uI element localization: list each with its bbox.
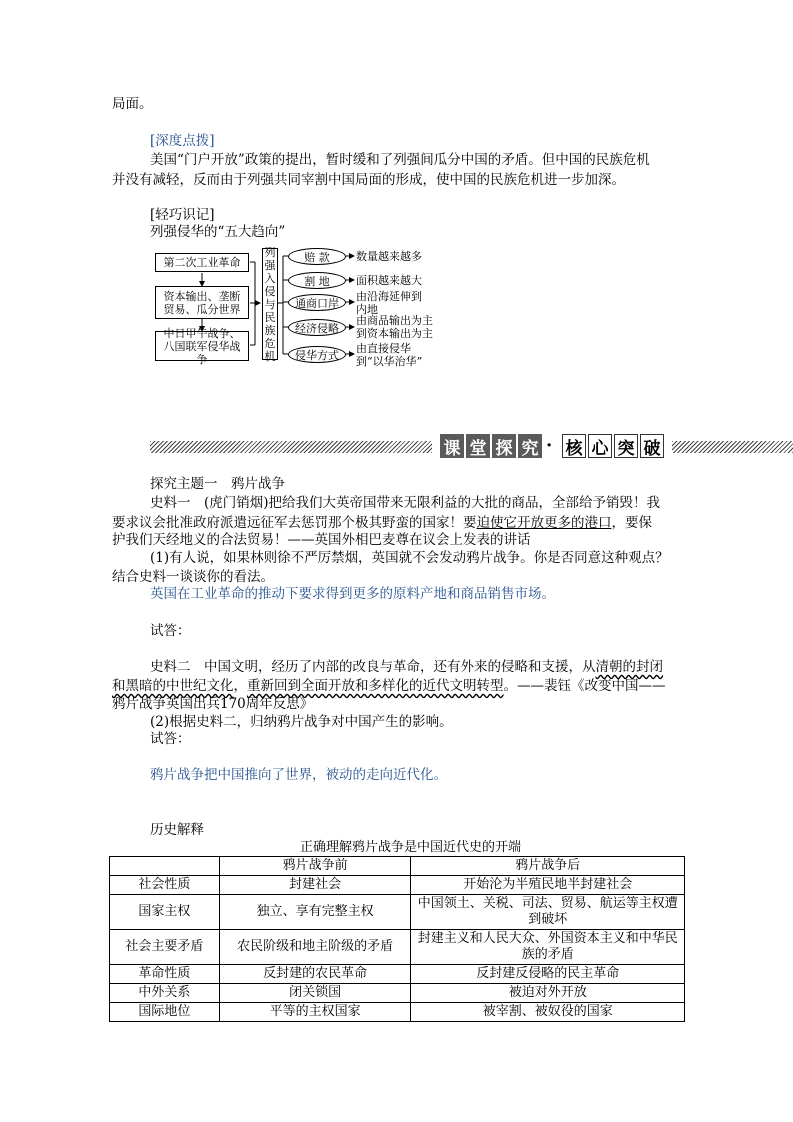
insight-line-1: 美国“门户开放”政策的提出，暂时缓和了列强间瓜分中国的矛盾。但中国的民族危机 [150, 152, 650, 168]
diagram-box-wars: 中日甲午战争、八国联军侵华战争 [155, 331, 249, 361]
diagram-box-capital-export: 资本输出、垄断贸易、瓜分世界 [155, 286, 249, 319]
continued-text: 局面。 [112, 96, 153, 112]
table-row [110, 876, 685, 895]
table-cell: 社会性质 [110, 876, 220, 895]
diagram-desc-indemnity: 数量越来越多 [356, 250, 422, 263]
banner-hatch-left [150, 441, 432, 453]
diagram-desc-territory: 面积越来越大 [356, 274, 422, 287]
table-row [110, 965, 685, 984]
diagram-box-industrial-revolution: 第二次工业革命 [155, 253, 249, 272]
diagram-center-label: 列强入侵与民族危机 [262, 248, 278, 360]
topic-title: 探究主题一 鸦片战争 [150, 476, 285, 492]
source1-line-2: 要求议会批准政府派遣远征军去惩罚那个极其野蛮的国家！要迫使它开放更多的港口，要保 [112, 515, 652, 531]
table-cell: 反封建反侵略的民主革命 [411, 965, 685, 984]
table-header-cell: 鸦片战争前 [219, 857, 411, 876]
table-cell: 社会主要矛盾 [110, 930, 220, 965]
try-answer-2: 试答： [150, 731, 191, 747]
answer1: 英国在工业革命的推动下要求得到更多的原料产地和商品销售市场。 [150, 586, 555, 602]
diagram-pill-ports: 通商口岸 [288, 294, 346, 311]
table-cell: 封建社会 [219, 876, 411, 895]
table-cell: 中外关系 [110, 984, 220, 1003]
table-cell: 被宰割、被奴役的国家 [411, 1003, 685, 1022]
answer2: 鸦片战争把中国推向了世界，被动的走向近代化。 [150, 767, 447, 783]
table-cell: 反封建的农民革命 [219, 965, 411, 984]
table-title: 正确理解鸦片战争是中国近代史的开端 [300, 840, 522, 855]
diagram-pill-territory: 割 地 [288, 272, 346, 289]
source2-line-3: 鸦片战争英国出兵170周年反思》 [112, 696, 314, 712]
try-answer-1: 试答： [150, 623, 191, 639]
memory-label: [轻巧识记] [150, 207, 215, 223]
table-cell: 中国领土、关税、司法、贸易、航运等主权遭到破坏 [411, 895, 685, 930]
diagram-pill-indemnity: 赔 款 [288, 248, 346, 265]
banner-char: 突 [614, 434, 638, 458]
diagram-pill-economic: 经济侵略 [288, 319, 346, 336]
table-cell: 国际地位 [110, 1003, 220, 1022]
table-row [110, 930, 685, 965]
banner-char: 堂 [466, 434, 490, 458]
table-row [110, 984, 685, 1003]
question2: (2)根据史料二，归纳鸦片战争对中国产生的影响。 [150, 714, 453, 730]
banner-char: 核 [562, 434, 586, 458]
table-header-cell [110, 857, 220, 876]
source2-line-2: 和黑暗的中世纪文化，重新回到全面开放和多样化的近代文明转型。——裴钰《改变中国—— [112, 678, 666, 694]
diagram-desc-economic: 由商品输出为主到资本输出为主 [356, 314, 433, 340]
table-header-cell: 鸦片战争后 [411, 857, 685, 876]
banner-char: 究 [518, 434, 542, 458]
memory-subtitle: 列强侵华的“五大趋向” [150, 224, 286, 240]
banner-hatch-right [672, 441, 793, 453]
source1-line-1: 史料一 (虎门销烟)把给我们大英帝国带来无限利益的大批的商品，全部给予销毁！我 [150, 495, 661, 511]
table-cell: 革命性质 [110, 965, 220, 984]
table-row [110, 895, 685, 930]
table-row [110, 1003, 685, 1022]
table-cell: 被迫对外开放 [411, 984, 685, 1003]
diagram-desc-method: 由直接侵华到“以华治华” [356, 342, 423, 368]
table-cell: 独立、享有完整主权 [219, 895, 411, 930]
banner-char: 课 [440, 434, 464, 458]
banner-dot: · [546, 435, 553, 456]
table-cell: 农民阶级和地主阶级的矛盾 [219, 930, 411, 965]
source2-line-1: 史料二 中国文明，经历了内部的改良与革命，还有外来的侵略和支援，从清朝的封闭 [150, 659, 663, 675]
comparison-table [109, 856, 685, 1022]
insight-label: [深度点拨] [150, 133, 215, 149]
table-cell: 封建主义和人民大众、外国资本主义和中华民族的矛盾 [411, 930, 685, 965]
table-cell: 平等的主权国家 [219, 1003, 411, 1022]
insight-line-2: 并没有减轻，反而由于列强共同宰割中国局面的形成，使中国的民族危机进一步加深。 [112, 172, 625, 188]
question1-line-2: 结合史料一谈谈你的看法。 [112, 569, 274, 585]
table-cell: 开始沦为半殖民地半封建社会 [411, 876, 685, 895]
table-cell: 闭关锁国 [219, 984, 411, 1003]
banner-char: 破 [640, 434, 664, 458]
history-label: 历史解释 [150, 822, 204, 838]
question1-line-1: (1)有人说，如果林则徐不严厉禁烟，英国就不会发动鸦片战争。你是否同意这种观点？ [150, 550, 669, 566]
table-header-row [110, 857, 685, 876]
source1-line-3: 护我们天经地义的合法贸易！——英国外相巴麦尊在议会上发表的讲话 [112, 532, 531, 548]
diagram-desc-ports: 由沿海延伸到内地 [356, 290, 422, 316]
table-cell: 国家主权 [110, 895, 220, 930]
banner-char: 探 [492, 434, 516, 458]
banner-char: 心 [588, 434, 612, 458]
diagram-pill-method: 侵华方式 [288, 346, 346, 363]
